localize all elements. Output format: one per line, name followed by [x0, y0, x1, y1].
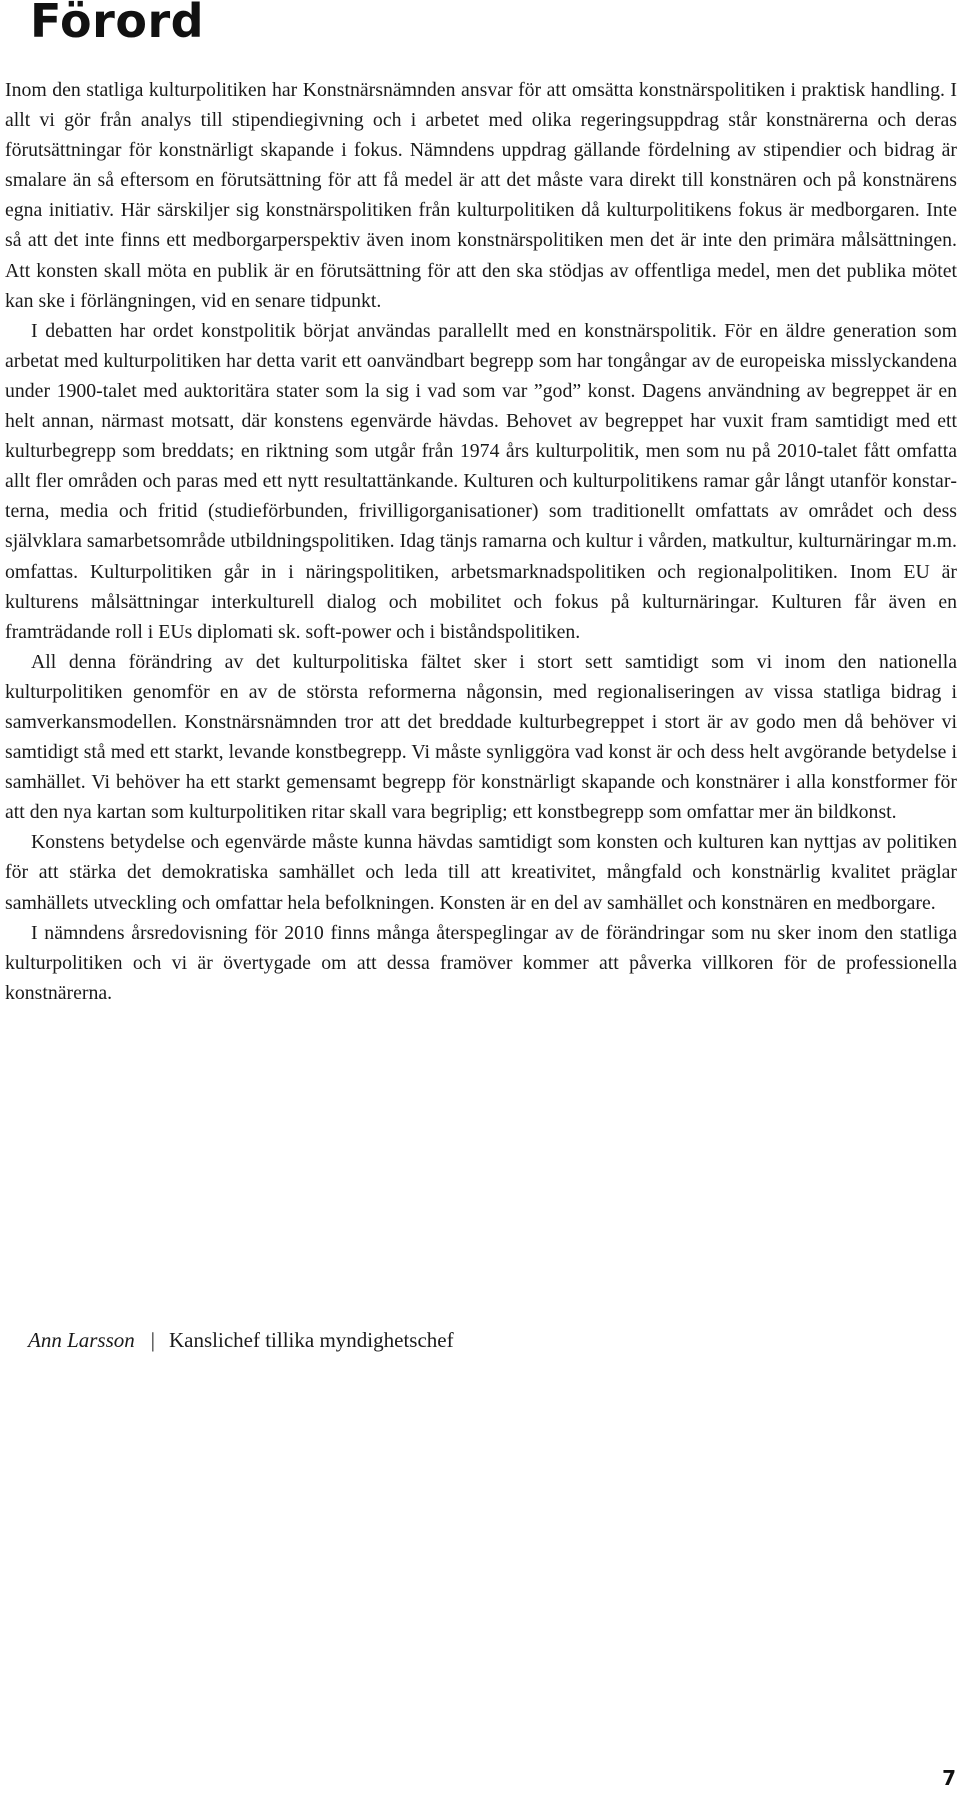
signature-line: [28, 1325, 454, 1355]
page-title: Förord: [30, 0, 205, 48]
paragraph-4: Konstens betydelse och egenvärde måste kunna hävdas samtidigt som konsten och kulturen kan nyttjas av politiken för att stärka det demokratiska samhället och leda till att kreativitet, mångfald och konstnärlig kvalitet präglar samhällets utveckling och omfattar hela befolkningen. Konsten är en del av samhället och konstnären en medborgare.: [5, 831, 957, 914]
paragraph-5: I nämndens årsredovisning för 2010 finns många återspeglingar av de förändringar som nu sker inom den statliga kulturpolitiken och vi är övertygade om att dessa framöver kommer att påverka villkoren för de professionella konstnärerna.: [5, 921, 957, 1004]
paragraph-2: I debatten har ordet konstpolitik börjat användas parallellt med en konstnärspolitik. För en äldre generation som arbetat med kulturpolitiken har detta varit ett oanvändbart begrepp som har tongångar av de europeiska misslyckandena under 1900-talet med auktoritära stater som la sig i vad som var ”god” konst. Dagens användning av begreppet är en helt annan, närmast motsatt, där konstens egenvärde hävdas. Behovet av begreppet har vuxit fram samtidigt med ett kulturbegrepp som breddats; en riktning som utgår från 1974 års kulturpolitik, men som nu på 2010-talet fått omfatta allt fler områden och paras med ett nytt resultattänkande. Kulturen och kulturpolitikens ramar går långt utanför konstarterna, media och fritid (studieförbunden, frivilligorganisationer) som traditionellt omfattats av området och dess självklara samarbetsområde utbildningspolitiken. Idag tänjs ramarna och kultur i vården, matkultur, kulturnäringar m.m. omfattas. Kulturpolitiken går in i näringspolitiken, arbetsmarknadspolitiken och regionalpolitiken. Inom EU är kulturens målsättningar interkulturell dialog och mobilitet och fokus på kulturnäringar. Kulturen får även en framträdande roll i EUs diplomati sk. soft-power och i biståndspolitiken.: [5, 319, 957, 643]
signature-name: Ann Larsson: [28, 1328, 135, 1352]
signature-role: Kanslichef tillika myndighetschef: [169, 1328, 454, 1352]
foreword-body: [5, 75, 957, 1008]
paragraph-3: All denna förändring av det kulturpolitiska fältet sker i stort sett samtidigt som vi inom den nationella kulturpolitiken genomför en av de största reformerna någonsin, med regionaliseringen av vissa statliga bidrag i samverkansmodellen. Konstnärsnämnden tror att det breddade kulturbegreppet i stort är av godo men då behöver vi samtidigt stå med ett starkt, levande konstbegrepp. Vi måste synliggöra vad konst är och dess helt avgörande betydelse i samhället. Vi behöver ha ett starkt gemensamt begrepp för konstnärligt skapande och konstnärer i alla konstformer för att den nya kartan som kulturpolitiken ritar skall vara begriplig; ett konstbegrepp som omfattar mer än bildkonst.: [5, 650, 957, 824]
paragraph-1: Inom den statliga kulturpolitiken har Konstnärsnämnden ansvar för att omsätta konstnärspolitiken i praktisk handling. I allt vi gör från analys till stipendiegivning och i arbetet med olika regeringsuppdrag står konstnärerna och deras förutsättningar för konstnärligt skapande i fokus. Nämndens uppdrag gällande fördelning av stipendier och bidrag är smalare än så eftersom en förutsättning för att få medel är att det måste vara direkt till konstnären och på konstnärens egna initiativ. Här särskiljer sig konstnärspolitiken från kulturpolitiken då kulturpolitikens fokus är medborgaren. Inte så att det inte finns ett medborgarperspektiv även inom konstnärspolitiken men det är inte den primära målsättningen. Att konsten skall möta en publik är en förutsättning för att den ska stödjas av offentliga medel, men det publika mötet kan ske i förlängningen, vid en senare tidpunkt.: [5, 79, 957, 312]
signature-separator: |: [150, 1328, 155, 1352]
page-number: 7: [942, 1766, 956, 1790]
